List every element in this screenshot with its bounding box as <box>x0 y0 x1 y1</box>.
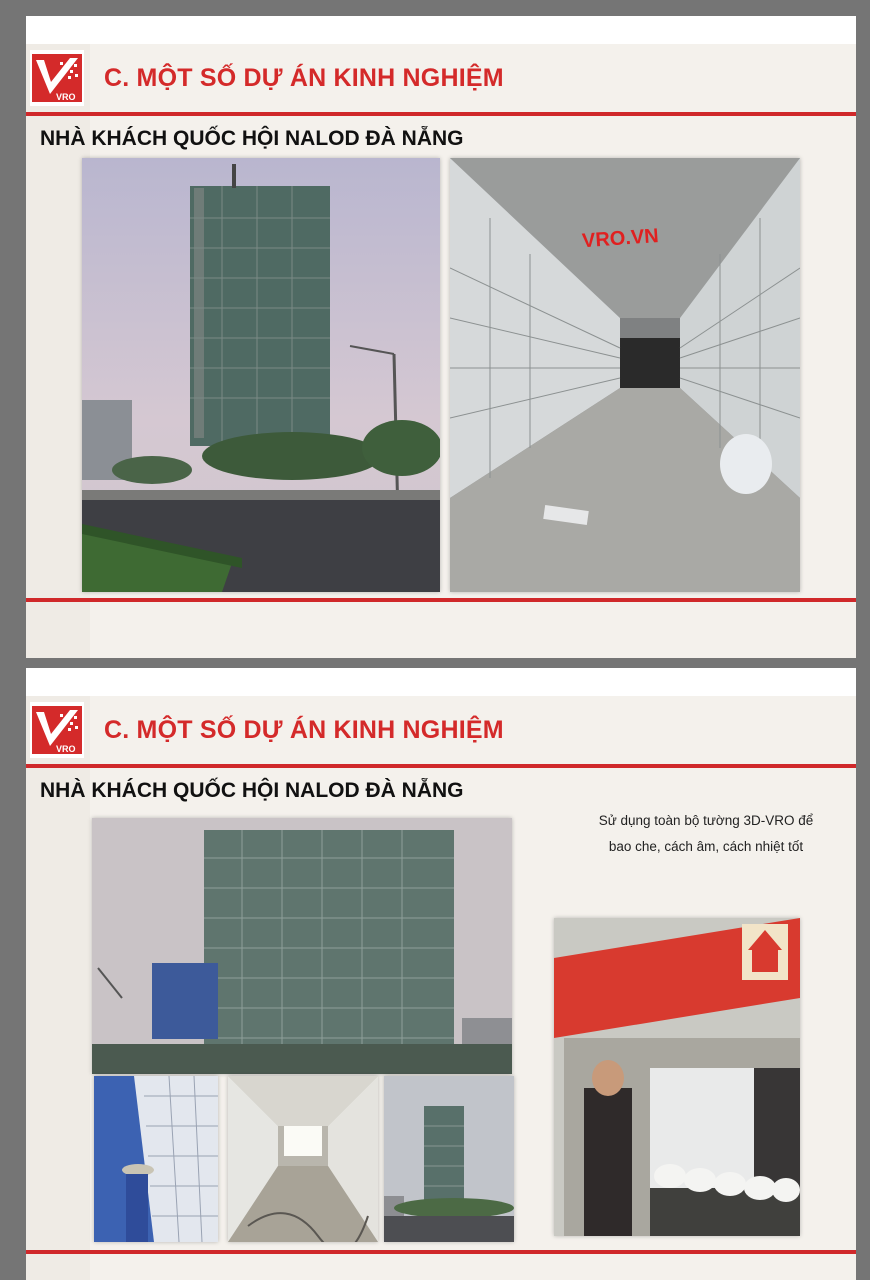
caption-line: bao che, cách âm, cách nhiệt tốt <box>608 839 804 854</box>
slide-subtitle: NHÀ KHÁCH QUỐC HỘI NALOD ĐÀ NẴNG <box>40 127 464 150</box>
slide-title: C. MỘT SỐ DỰ ÁN KINH NGHIỆM <box>104 64 504 92</box>
building-facade-scaffold-photo <box>92 818 512 1074</box>
distant-tower-photo <box>384 1076 514 1242</box>
slide-1 <box>26 16 856 658</box>
worker-wall-panel-photo <box>94 1076 218 1242</box>
slide-2 <box>26 668 856 1280</box>
site-visit-banner-photo <box>554 918 800 1236</box>
title-divider <box>26 764 856 768</box>
caption-line: Sử dụng toàn bộ tường 3D-VRO để <box>598 813 814 828</box>
unfinished-hallway-photo <box>228 1076 378 1242</box>
title-divider <box>26 112 856 116</box>
photo-caption <box>566 808 846 860</box>
svg-text:VRO: VRO <box>56 744 76 754</box>
vro-logo-icon <box>30 702 84 758</box>
slide-subtitle: NHÀ KHÁCH QUỐC HỘI NALOD ĐÀ NẴNG <box>40 779 464 802</box>
tower-under-construction-photo <box>82 158 440 592</box>
svg-text:VRO: VRO <box>56 92 76 102</box>
footer-divider <box>26 1250 856 1254</box>
vro-logo-icon <box>30 50 84 106</box>
slide-title: C. MỘT SỐ DỰ ÁN KINH NGHIỆM <box>104 716 504 744</box>
footer-divider <box>26 598 856 602</box>
svg-text:VRO.VN: VRO.VN <box>581 225 660 253</box>
interior-corridor-photo <box>450 158 800 592</box>
